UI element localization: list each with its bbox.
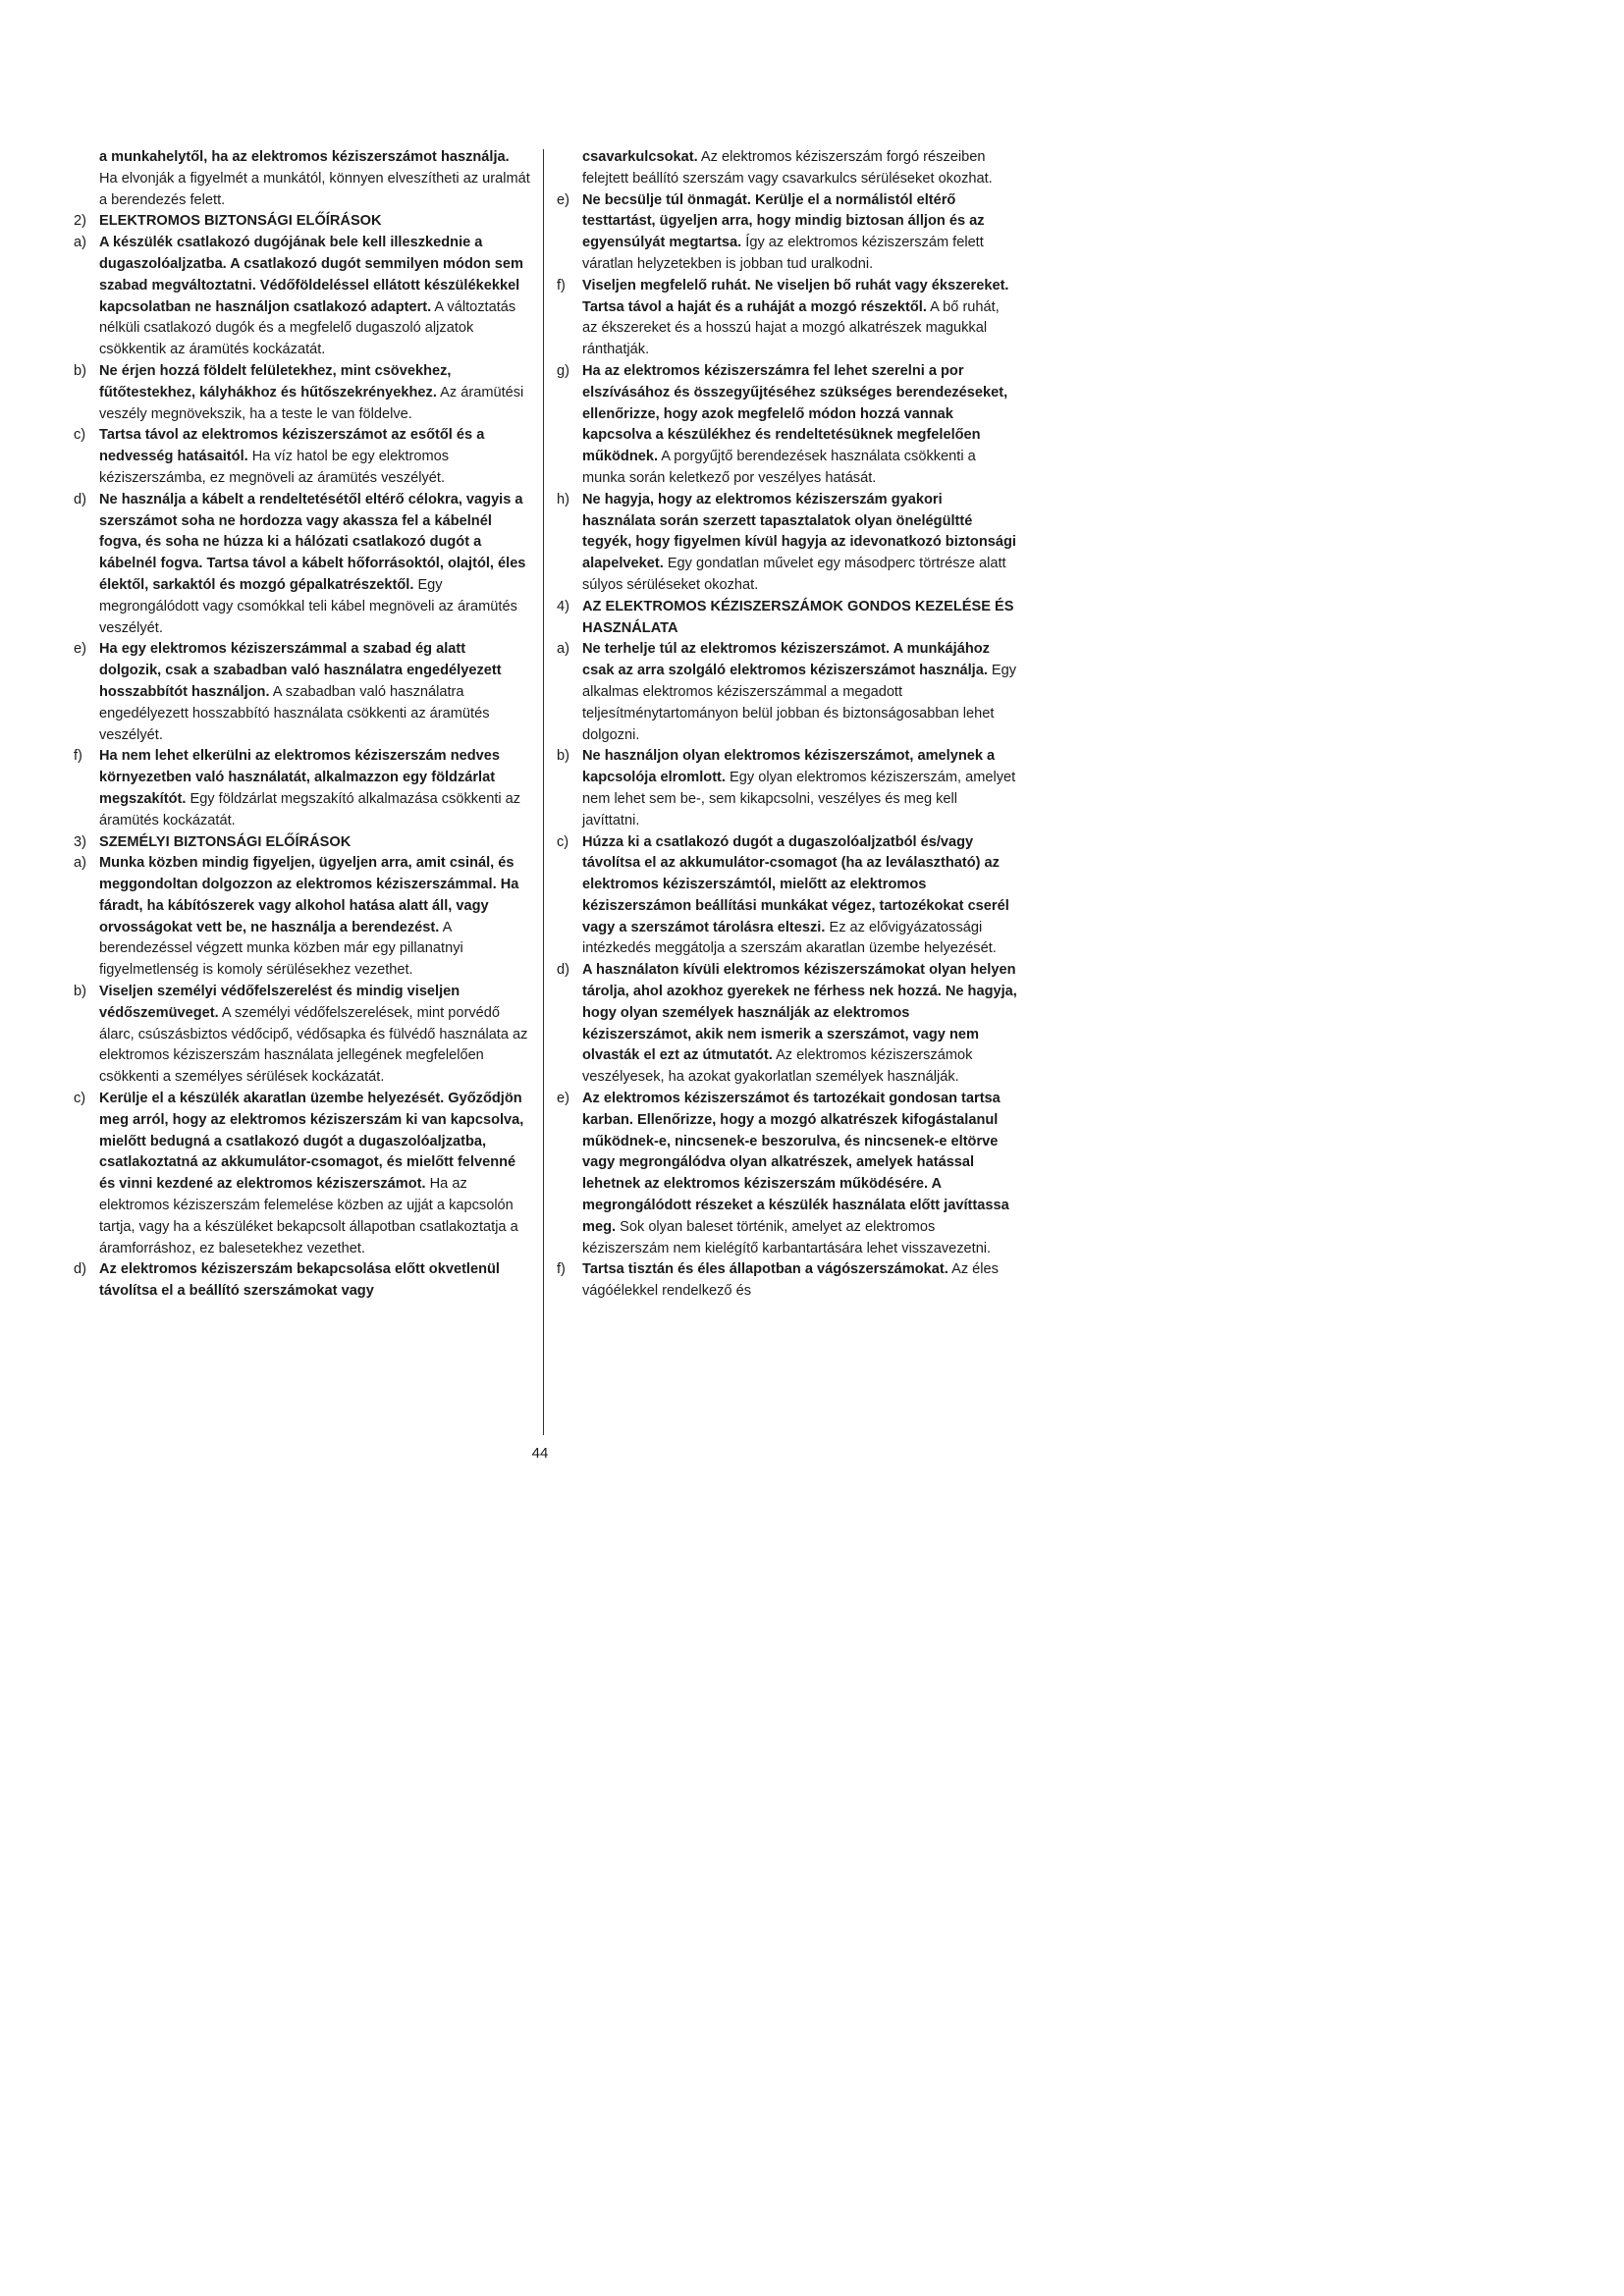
section-heading-4: 4) AZ ELEKTROMOS KÉZISZERSZÁMOK GONDOS KEZELÉSE ÉS HASZNÁLATA xyxy=(557,598,1014,636)
list-item: b) Ne használjon olyan elektromos kéziszerszámot, amelynek a kapcsolója elromlott. Egy olyan elektromos kéziszerszám, amelyet nem lehet sem be-, sem kikapcsolni, veszélyes és meg kell javíttatni. xyxy=(557,748,1016,828)
section-heading-3: 3) SZEMÉLYI BIZTONSÁGI ELŐÍRÁSOK xyxy=(74,833,352,850)
list-item: a) Ne terhelje túl az elektromos kéziszerszámot. A munkájához csak az arra szolgáló elektromos kéziszerszámot használja. Egy alkalmas elektromos kéziszerszámmal a megadott teljesítménytartományon belül jobban és biztonságosabban lehet dolgozni. xyxy=(557,641,1017,743)
list-item: a) Munka közben mindig figyeljen, ügyeljen arra, amit csinál, és meggondoltan dolgozzon az elektromos kéziszerszámmal. Ha fáradt, ha kábítószerek vagy alkohol hatása alatt áll, vagy orvosságokat vett be, ne használja a berendezést. A berendezéssel végzett munka közben már egy pillanatnyi figyelmetlenség is komoly sérülésekhez vezethet. xyxy=(74,855,519,979)
paragraph-continuation: a munkahelytől, ha az elektromos kéziszerszámot használja. Ha elvonják a figyelmét a munkától, könnyen elveszítheti az uralmát a berendezés felett. xyxy=(99,149,530,208)
list-item: f) Tartsa tisztán és éles állapotban a vágószerszámokat. Az éles vágóélekkel rendelkező és xyxy=(557,1261,999,1300)
list-item: d) A használaton kívüli elektromos kéziszerszámokat olyan helyen tárolja, ahol azokhoz gyerekek ne férhess nek hozzá. Ne hagyja, hogy olyan személyek használják az elektromos kéziszerszámot, akik nem ismerik a szerszámot, vagy nem olvasták el ezt az útmutatót. Az elektromos kéziszerszámok veszélyesek, ha azokat gyakorlatlan személyek használják. xyxy=(557,962,1017,1086)
paragraph-continuation: csavarkulcsokat. Az elektromos kéziszerszám forgó részeiben felejtett beállító szerszám vagy csavarkulcs sérüléseket okozhat. xyxy=(582,149,993,187)
column-divider xyxy=(543,149,544,1435)
page-number: 44 xyxy=(531,1445,549,1462)
list-item: g) Ha az elektromos kéziszerszámra fel lehet szerelni a por elszívásához és összegyűjtéséhez szükséges berendezéseket, ellenőrizze, hogy azok megfelelő módon hozzá vannak kapcsolva a készülékhez és rendeltetésüknek megfelelően működnek. A porgyűjtő berendezések használata csökkenti a munka során keletkező por veszélyes hatását. xyxy=(557,362,1008,486)
list-item: e) Az elektromos kéziszerszámot és tartozékait gondosan tartsa karban. Ellenőrizze, hogy a mozgó alkatrészek kifogástalanul működnek-e, nincsenek-e beszorulva, és nincsenek-e eltörve vagy megrongálódva olyan alkatrészek, amelyek hatással lehetnek az elektromos kéziszerszám működésére. A megrongálódott részeket a készülék használata előtt javíttassa meg. Sok olyan baleset történik, amelyet az elektromos kéziszerszám nem kielégítő karbantartására lehet visszavezetni. xyxy=(557,1091,1009,1256)
list-item: c) Kerülje el a készülék akaratlan üzembe helyezését. Győződjön meg arról, hogy az elektromos kéziszerszám ki van kapcsolva, mielőtt bedugná a csatlakozó dugót a dugaszolóaljzatba, csatlakoztatná az akkumulátor-csomagot, és mielőtt felvenné és vinni kezdené az elektromos kéziszerszámot. Ha az elektromos kéziszerszám felemelése közben az ujját a kapcsolón tartja, vagy ha a készüléket bekapcsolt állapotban csatlakoztatja a áramforráshoz, ez balesetekhez vezethet. xyxy=(74,1091,524,1256)
list-item: h) Ne hagyja, hogy az elektromos kéziszerszám gyakori használata során szerzett tapasztalatok olyan önelégültté tegyék, hogy figyelmen kívül hagyja az idevonatkozó biztonsági alapelveket. Egy gondatlan művelet egy másodperc törtrésze alatt súlyos sérüléseket okozhat. xyxy=(557,491,1016,593)
list-item: f) Ha nem lehet elkerülni az elektromos kéziszerszám nedves környezetben való használatát, alkalmazzon egy földzárlat megszakítót. Egy földzárlat megszakító alkalmazása csökkenti az áramütés kockázatát. xyxy=(74,748,521,828)
list-item: e) Ha egy elektromos kéziszerszámmal a szabad ég alatt dolgozik, csak a szabadban való használatra engedélyezett hosszabbítót használjon. A szabadban való használatra engedélyezett hosszabbító használata csökkenti az áramütés veszélyét. xyxy=(74,641,502,743)
list-item: b) Ne érjen hozzá földelt felületekhez, mint csövekhez, fűtőtestekhez, kályhákhoz és hűtőszekrényekhez. Az áramütési veszély megnövekszik, ha a teste le van földelve. xyxy=(74,362,524,422)
list-item: c) Húzza ki a csatlakozó dugót a dugaszolóaljzatból és/vagy távolítsa el az akkumulátor-csomagot (ha az leválasztható) az elektromos kéziszerszámtól, mielőtt az elektromos kéziszerszámon beállítási munkákat végez, tartozékokat cserél vagy a szerszámot tárolásra elteszi. Ez az elővigyázatossági intézkedés meggátolja a szerszám akaratlan üzembe helyezését. xyxy=(557,833,1009,957)
list-item: b) Viseljen személyi védőfelszerelést és mindig viseljen védőszemüveget. A személyi védőfelszerelések, mint porvédő álarc, csúszásbiztos védőcipő, védősapka és fülvédő használata az elektromos kéziszerszám használata jellegének megfelelően csökkenti a személyes sérülések kockázatát. xyxy=(74,984,528,1086)
right-column xyxy=(557,147,1018,1303)
list-item: d) Ne használja a kábelt a rendeltetésétől eltérő célokra, vagyis a szerszámot soha ne hordozza vagy akassza fel a kábelnél fogva, és soha ne húzza ki a hálózati csatlakozó dugót a kábelnél fogva. Tartsa távol a kábelt hőforrásoktól, olajtól, éles élektől, sarkaktól és mozgó gépalkatrészektől. Egy megrongálódott vagy csomókkal teli kábel megnöveli az áramütés veszélyét. xyxy=(74,491,526,636)
list-item: d) Az elektromos kéziszerszám bekapcsolása előtt okvetlenül távolítsa el a beállító szerszámokat vagy xyxy=(74,1261,500,1300)
list-item: c) Tartsa távol az elektromos kéziszerszámot az esőtől és a nedvesség hatásaitól. Ha víz hatol be egy elektromos kéziszerszámba, ez megnöveli az áramütés veszélyét. xyxy=(74,427,485,486)
list-item: a) A készülék csatlakozó dugójának bele kell illeszkednie a dugaszolóaljzatba. A csatlakozó dugót semmilyen módon sem szabad megváltoztatni. Védőföldeléssel ellátott készülékekkel kapcsolatban ne használjon csatlakozó adaptert. A változtatás nélküli csatlakozó dugók és a megfelelő dugaszoló aljzatok csökkentik az áramütés kockázatát. xyxy=(74,235,523,358)
left-column xyxy=(74,147,530,1303)
list-item: e) Ne becsülje túl önmagát. Kerülje el a normálistól eltérő testtartást, ügyeljen arra, hogy mindig biztosan álljon és az egyensúlyát megtartsa. Így az elektromos kéziszerszám felett váratlan helyzetekben is jobban tud uralkodni. xyxy=(557,191,985,272)
section-heading-2: 2) ELEKTROMOS BIZTONSÁGI ELŐÍRÁSOK xyxy=(74,213,382,230)
list-item: f) Viseljen megfelelő ruhát. Ne viseljen bő ruhát vagy ékszereket. Tartsa távol a haját és a ruháját a mozgó részektől. A bő ruhát, az ékszereket és a hosszú hajat a mozgó alkatrészek magukkal ránthatják. xyxy=(557,277,1009,358)
